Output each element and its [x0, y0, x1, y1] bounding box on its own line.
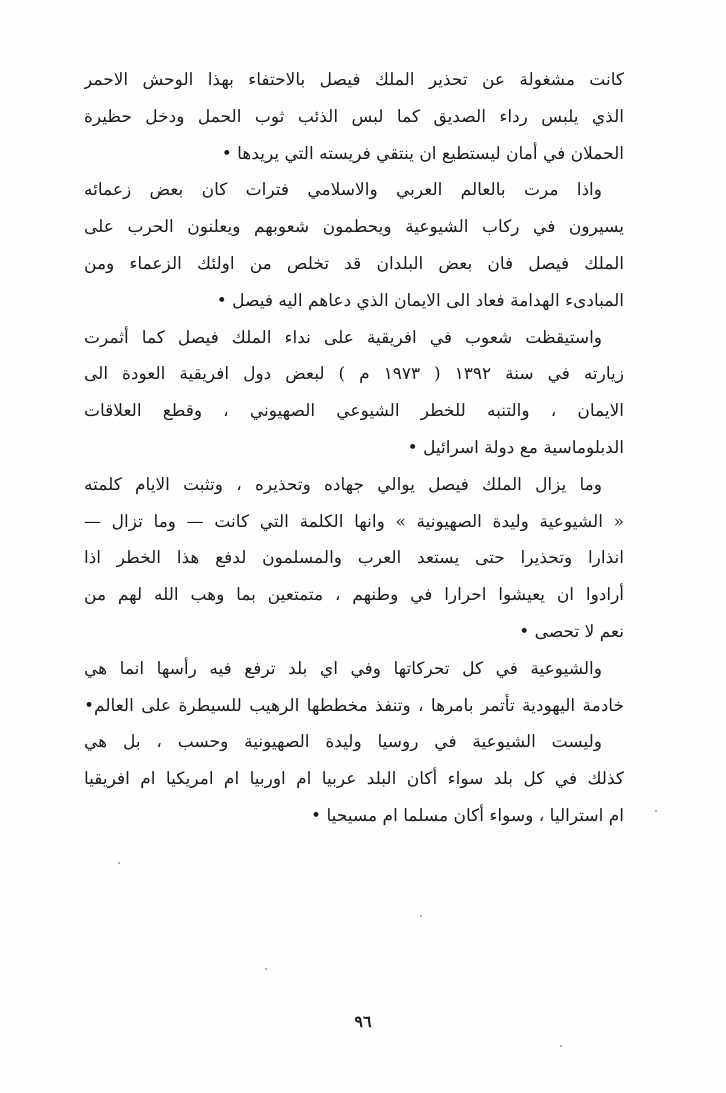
scan-speck [420, 915, 422, 917]
text-line: كذلك في كل بلد سواء أكان البلد عربيا ام اوربيا ام امريكيا ام افريقيا [84, 769, 624, 790]
text-line: « الشيوعية وليدة الصهيونية » وانها الكلمة التي كانت — وما تزال — [84, 511, 624, 532]
text-line: ام استراليا ، وسواء أكان مسلما ام مسيحيا • [311, 805, 624, 826]
text-line: واستيقظت شعوب في افريقية على نداء الملك فيصل كما أثمرت [84, 327, 602, 348]
text-line: كانت مشغولة عن تحذير الملك فيصل بالاحتفاء بهذا الوحش الاحمر [84, 70, 624, 90]
text-line: الحملان في أمان ليستطيع ان ينتقي فريسته التي يريدها • [221, 143, 624, 164]
text-line: الدبلوماسية مع دولة اسرائيل • [407, 437, 624, 458]
text-line: الذي يلبس رداء الصديق كما لبس الذئب ثوب الحمل ودخل حظيرة [84, 106, 624, 127]
text-line: نعم لا تحصى • [519, 621, 624, 642]
scan-speck [265, 968, 267, 970]
text-line: وما يزال الملك فيصل يوالي جهاده وتحذيره ، وتثبت الايام كلمته [84, 474, 602, 495]
text-line: أرادوا ان يعيشوا احرارا في وطنهم ، متمتعين بما وهب الله لهم من [84, 585, 624, 606]
text-line: خادمة اليهودية تأتمر بامرها ، وتنفذ مخططها الرهيب للسيطرة على العالم• [84, 695, 624, 716]
text-line: وليست الشيوعية في روسيا وليدة الصهيونية وحسب ، بل هي [84, 732, 602, 753]
text-line: يسيرون في ركاب الشيوعية ويحطمون شعوبهم ويعلنون الحرب على [84, 217, 624, 238]
scan-speck [655, 810, 657, 812]
text-line: والشيوعية في كل تحركاتها وفي اي بلد ترفع فيه رأسها انما هي [84, 658, 602, 679]
text-line: الملك فيصل فان بعض البلدان قد تخلص من اولئك الزعماء ومن [84, 253, 624, 274]
text-line: انذارا وتحذيرا حتى يستعد العرب والمسلمون لدفع هذا الخطر اذا [84, 548, 624, 569]
page-number: ٩٦ [354, 1012, 372, 1031]
text-line: الايمان ، والتنبه للخطر الشيوعي الصهيوني ، وقطع العلاقات [84, 401, 624, 422]
scan-speck [560, 1045, 562, 1047]
text-line: واذا مرت بالعالم العربي والاسلامي فترات كان بعض زعمائه [84, 180, 602, 201]
text-line: المبادىء الهدامة فعاد الى الايمان الذي دعاهم اليه فيصل • [216, 290, 624, 311]
text-line: زيارته في سنة ١٣٩٢ ( ١٩٧٣ م ) لبعض دول افريقية العودة الى [84, 364, 624, 385]
scan-speck [118, 862, 120, 864]
body-text [84, 62, 624, 835]
